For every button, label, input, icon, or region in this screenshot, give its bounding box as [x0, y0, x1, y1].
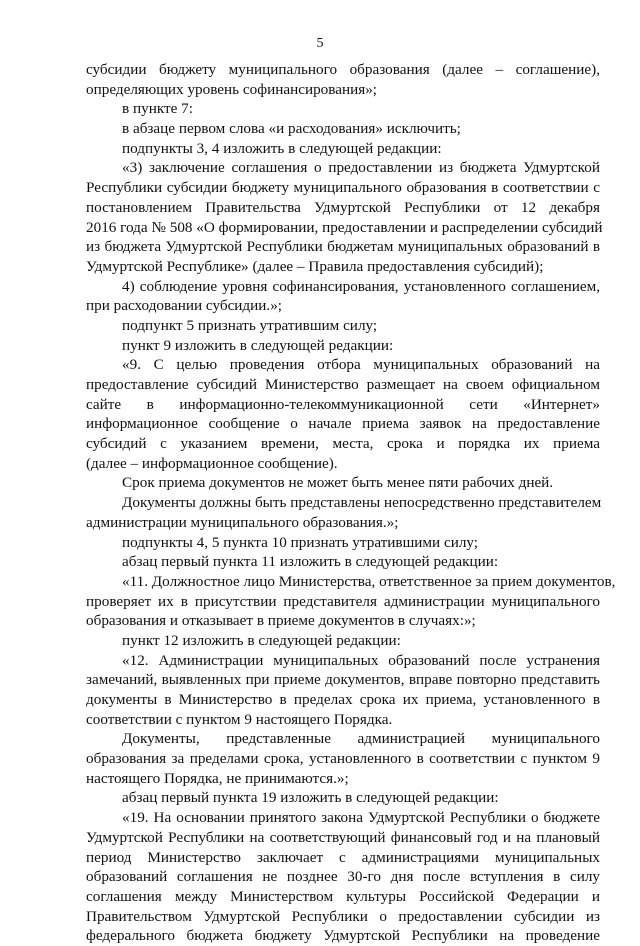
- text-line: из бюджета Удмуртской Республики бюджетам муниципальных образований в: [86, 238, 600, 256]
- text-line: подпункт 5 признать утратившим силу;: [122, 316, 378, 334]
- text-line: при расходовании субсидии.»;: [86, 297, 283, 315]
- text-line: «3) заключение соглашения о предоставлении из бюджета Удмуртской: [122, 159, 600, 177]
- text-line: Правительством Удмуртской Республики о предоставлении субсидии из: [86, 907, 600, 925]
- text-line: пункт 9 изложить в следующей редакции:: [122, 336, 394, 354]
- text-line: постановлением Правительства Удмуртской Республики от 12 декабря: [86, 198, 600, 216]
- text-line: федерального бюджета бюджету Удмуртской Республики на проведение: [86, 927, 600, 945]
- text-line: абзац первый пункта 11 изложить в следующей редакции:: [122, 553, 499, 571]
- text-line: Срок приема документов не может быть менее пяти рабочих дней.: [122, 474, 554, 492]
- text-line: определяющих уровень софинансирования»;: [86, 80, 378, 98]
- text-line: предоставление субсидий Министерство размещает на своем официальном: [86, 376, 600, 393]
- text-line: администрации муниципального образования.»;: [86, 513, 399, 531]
- text-line: «9. С целью проведения отбора муниципальных образований на: [122, 356, 600, 374]
- text-line: 2016 года № 508 «О формировании, предоставлении и распределении субсидий: [86, 218, 603, 236]
- document-body: [86, 60, 616, 946]
- text-line: информационное сообщение о начале приема заявок на предоставление: [86, 415, 600, 433]
- text-line: образования за пределами срока, установленного в соответствии с пунктом 9: [86, 750, 600, 768]
- text-line: (далее – информационное сообщение).: [86, 454, 338, 472]
- text-line: Республики субсидии бюджету муниципального образования в соответствии с: [86, 179, 600, 197]
- text-line: сайте в информационно-телекоммуникационной сети «Интернет»: [86, 395, 600, 413]
- text-line: «12. Администрации муниципальных образований после устранения: [122, 651, 600, 669]
- text-line: Удмуртской Республике» (далее – Правила предоставления субсидий);: [86, 257, 544, 275]
- text-line: образований соглашения не позднее 30-го дня после вступления в силу: [86, 868, 600, 886]
- text-line: Удмуртской Республики на соответствующий финансовый год и на плановый: [86, 828, 600, 846]
- text-line: 4) соблюдение уровня софинансирования, установленного соглашением,: [122, 277, 600, 295]
- text-line: подпункты 4, 5 пункта 10 признать утратившими силу;: [122, 533, 479, 551]
- text-line: подпункты 3, 4 изложить в следующей редакции:: [122, 139, 442, 157]
- text-line: Документы должны быть представлены непосредственно представителем: [122, 494, 602, 512]
- text-line: в абзаце первом слова «и расходования» исключить;: [122, 120, 461, 138]
- text-line: пункт 12 изложить в следующей редакции:: [122, 631, 401, 649]
- page-number: 5: [316, 36, 324, 51]
- text-line: документы в Министерство в пределах срока их приема, установленного в: [86, 691, 600, 708]
- text-line: проверяет их в присутствии представителя администрации муниципального: [86, 592, 600, 610]
- text-line: соглашения между Министерством культуры Российской Федерации и: [86, 887, 600, 905]
- text-line: «11. Должностное лицо Министерства, ответственное за прием документов,: [122, 572, 616, 590]
- text-line: образования и отказывает в приеме документов в случаях:»;: [86, 612, 476, 630]
- text-line: Документы, представленные администрацией муниципального: [122, 730, 600, 748]
- text-line: замечаний, выявленных при приеме документов, вправе повторно представить: [86, 671, 600, 689]
- text-line: настоящего Порядка, не принимаются.»;: [86, 769, 349, 787]
- text-line: период Министерство заключает с администрациями муниципальных: [86, 848, 600, 866]
- text-line: субсидий с указанием времени, места, срока и порядка их приема: [86, 435, 600, 453]
- text-line: абзац первый пункта 19 изложить в следующей редакции:: [122, 789, 499, 807]
- text-line: «19. На основании принятого закона Удмуртской Республики о бюджете: [122, 809, 600, 827]
- text-line: соответствии с пунктом 9 настоящего Порядка.: [86, 710, 393, 728]
- text-line: субсидии бюджету муниципального образования (далее – соглашение),: [86, 61, 600, 78]
- text-line: в пункте 7:: [122, 100, 193, 118]
